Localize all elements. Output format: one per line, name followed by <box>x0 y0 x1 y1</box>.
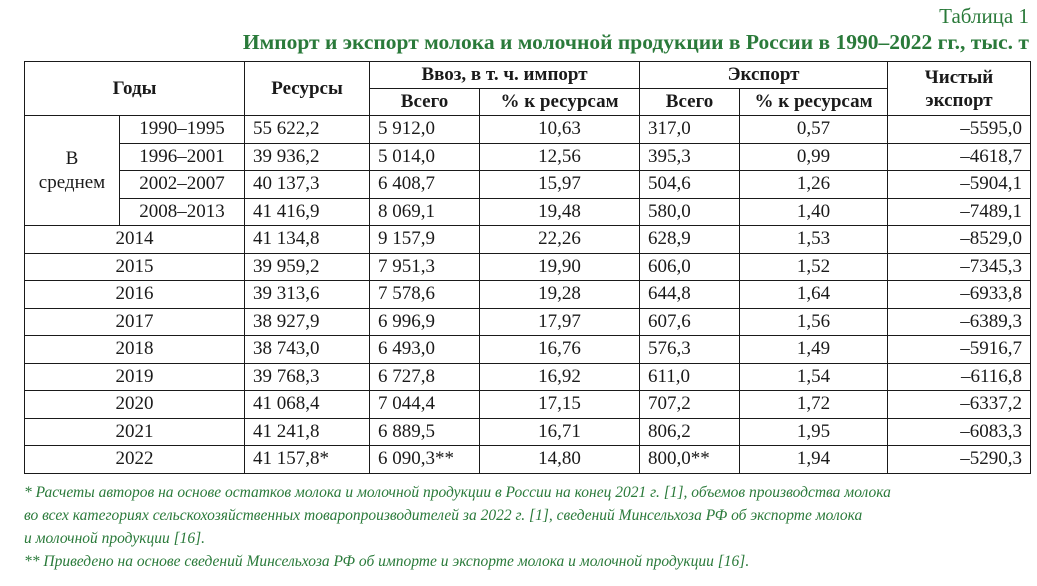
export-total-cell: 317,0 <box>640 116 740 144</box>
net-export-cell: –6083,3 <box>888 418 1031 446</box>
export-total-cell: 606,0 <box>640 253 740 281</box>
year-cell: 2017 <box>25 308 245 336</box>
export-total-cell: 644,8 <box>640 281 740 309</box>
period-cell: 2008–2013 <box>120 198 245 226</box>
year-cell: 2021 <box>25 418 245 446</box>
net-export-cell: –6337,2 <box>888 391 1031 419</box>
net-export-cell: –6933,8 <box>888 281 1031 309</box>
export-pct-cell: 0,99 <box>740 143 888 171</box>
net-export-cell: –4618,7 <box>888 143 1031 171</box>
header-import-total: Всего <box>370 89 480 116</box>
footnotes <box>24 481 1030 573</box>
table-row <box>25 116 1031 144</box>
table-row <box>25 281 1031 309</box>
import-pct-cell: 16,71 <box>480 418 640 446</box>
import-total-cell: 7 951,3 <box>370 253 480 281</box>
table-number: Таблица 1 <box>939 4 1029 28</box>
export-total-cell: 806,2 <box>640 418 740 446</box>
import-pct-cell: 16,92 <box>480 363 640 391</box>
import-total-cell: 6 996,9 <box>370 308 480 336</box>
resources-cell: 40 137,3 <box>245 171 370 199</box>
header-import-group: Ввоз, в т. ч. импорт <box>370 62 640 89</box>
export-pct-cell: 0,57 <box>740 116 888 144</box>
resources-cell: 39 936,2 <box>245 143 370 171</box>
resources-cell: 41 241,8 <box>245 418 370 446</box>
year-cell: 2015 <box>25 253 245 281</box>
table-row <box>25 446 1031 474</box>
footnote-2: ** Приведено на основе сведений Минсельхоза РФ об импорте и экспорте молока и молочной продукции [16]. <box>24 553 750 570</box>
table-row <box>25 363 1031 391</box>
net-export-cell: –5916,7 <box>888 336 1031 364</box>
export-total-cell: 611,0 <box>640 363 740 391</box>
table-row <box>25 391 1031 419</box>
import-pct-cell: 10,63 <box>480 116 640 144</box>
import-total-cell: 6 727,8 <box>370 363 480 391</box>
year-cell: 2016 <box>25 281 245 309</box>
export-total-cell: 628,9 <box>640 226 740 254</box>
net-export-cell: –7345,3 <box>888 253 1031 281</box>
import-pct-cell: 16,76 <box>480 336 640 364</box>
table-row <box>25 171 1031 199</box>
header-export-pct: % к ресурсам <box>740 89 888 116</box>
import-pct-cell: 22,26 <box>480 226 640 254</box>
import-pct-cell: 17,97 <box>480 308 640 336</box>
resources-cell: 41 068,4 <box>245 391 370 419</box>
import-pct-cell: 19,48 <box>480 198 640 226</box>
resources-cell: 41 416,9 <box>245 198 370 226</box>
export-total-cell: 504,6 <box>640 171 740 199</box>
export-pct-cell: 1,40 <box>740 198 888 226</box>
table-title: Импорт и экспорт молока и молочной продукции в России в 1990–2022 гг., тыс. т <box>242 30 1029 54</box>
import-total-cell: 6 090,3** <box>370 446 480 474</box>
average-label: В среднем <box>25 116 120 226</box>
table-row <box>25 418 1031 446</box>
export-pct-cell: 1,26 <box>740 171 888 199</box>
import-pct-cell: 14,80 <box>480 446 640 474</box>
resources-cell: 55 622,2 <box>245 116 370 144</box>
header-import-pct: % к ресурсам <box>480 89 640 116</box>
import-pct-cell: 12,56 <box>480 143 640 171</box>
year-cell: 2018 <box>25 336 245 364</box>
import-total-cell: 6 889,5 <box>370 418 480 446</box>
table-row <box>25 226 1031 254</box>
export-total-cell: 800,0** <box>640 446 740 474</box>
resources-cell: 38 927,9 <box>245 308 370 336</box>
table-row <box>25 198 1031 226</box>
import-total-cell: 6 493,0 <box>370 336 480 364</box>
import-total-cell: 8 069,1 <box>370 198 480 226</box>
net-export-cell: –5290,3 <box>888 446 1031 474</box>
import-pct-cell: 19,28 <box>480 281 640 309</box>
resources-cell: 41 134,8 <box>245 226 370 254</box>
header-net-export: Чистый экспорт <box>888 62 1031 116</box>
export-pct-cell: 1,52 <box>740 253 888 281</box>
data-table <box>24 61 1031 474</box>
import-pct-cell: 19,90 <box>480 253 640 281</box>
net-export-cell: –7489,1 <box>888 198 1031 226</box>
resources-cell: 38 743,0 <box>245 336 370 364</box>
import-total-cell: 5 912,0 <box>370 116 480 144</box>
export-total-cell: 607,6 <box>640 308 740 336</box>
table-row <box>25 308 1031 336</box>
import-total-cell: 5 014,0 <box>370 143 480 171</box>
net-export-cell: –6116,8 <box>888 363 1031 391</box>
year-cell: 2014 <box>25 226 245 254</box>
header-export-total: Всего <box>640 89 740 116</box>
footnote-1-line-1: * Расчеты авторов на основе остатков молока и молочной продукции в России на конец 2021 г. [1], объемов производства молока <box>24 484 891 501</box>
export-pct-cell: 1,56 <box>740 308 888 336</box>
import-total-cell: 9 157,9 <box>370 226 480 254</box>
footnote-1-line-3: и молочной продукции [16]. <box>24 530 206 547</box>
header-resources: Ресурсы <box>245 62 370 116</box>
import-pct-cell: 17,15 <box>480 391 640 419</box>
export-total-cell: 395,3 <box>640 143 740 171</box>
header-years: Годы <box>25 62 245 116</box>
year-cell: 2019 <box>25 363 245 391</box>
export-total-cell: 580,0 <box>640 198 740 226</box>
header-export-group: Экспорт <box>640 62 888 89</box>
export-pct-cell: 1,53 <box>740 226 888 254</box>
resources-cell: 41 157,8* <box>245 446 370 474</box>
import-pct-cell: 15,97 <box>480 171 640 199</box>
resources-cell: 39 768,3 <box>245 363 370 391</box>
year-cell: 2020 <box>25 391 245 419</box>
footnote-1-line-2: во всех категориях сельскохозяйственных товаропроизводителей за 2022 г. [1], сведений Минсельхоза РФ об экспорте молока <box>24 507 863 524</box>
period-cell: 1996–2001 <box>120 143 245 171</box>
export-pct-cell: 1,72 <box>740 391 888 419</box>
export-pct-cell: 1,94 <box>740 446 888 474</box>
export-pct-cell: 1,49 <box>740 336 888 364</box>
export-total-cell: 576,3 <box>640 336 740 364</box>
resources-cell: 39 313,6 <box>245 281 370 309</box>
export-pct-cell: 1,64 <box>740 281 888 309</box>
table-row <box>25 253 1031 281</box>
net-export-cell: –6389,3 <box>888 308 1031 336</box>
year-cell: 2022 <box>25 446 245 474</box>
resources-cell: 39 959,2 <box>245 253 370 281</box>
period-cell: 2002–2007 <box>120 171 245 199</box>
period-cell: 1990–1995 <box>120 116 245 144</box>
year-rows <box>25 226 1031 474</box>
import-total-cell: 7 044,4 <box>370 391 480 419</box>
export-pct-cell: 1,54 <box>740 363 888 391</box>
net-export-cell: –5595,0 <box>888 116 1031 144</box>
export-pct-cell: 1,95 <box>740 418 888 446</box>
import-total-cell: 7 578,6 <box>370 281 480 309</box>
net-export-cell: –5904,1 <box>888 171 1031 199</box>
net-export-cell: –8529,0 <box>888 226 1031 254</box>
export-total-cell: 707,2 <box>640 391 740 419</box>
table-row <box>25 143 1031 171</box>
import-total-cell: 6 408,7 <box>370 171 480 199</box>
table-row <box>25 336 1031 364</box>
